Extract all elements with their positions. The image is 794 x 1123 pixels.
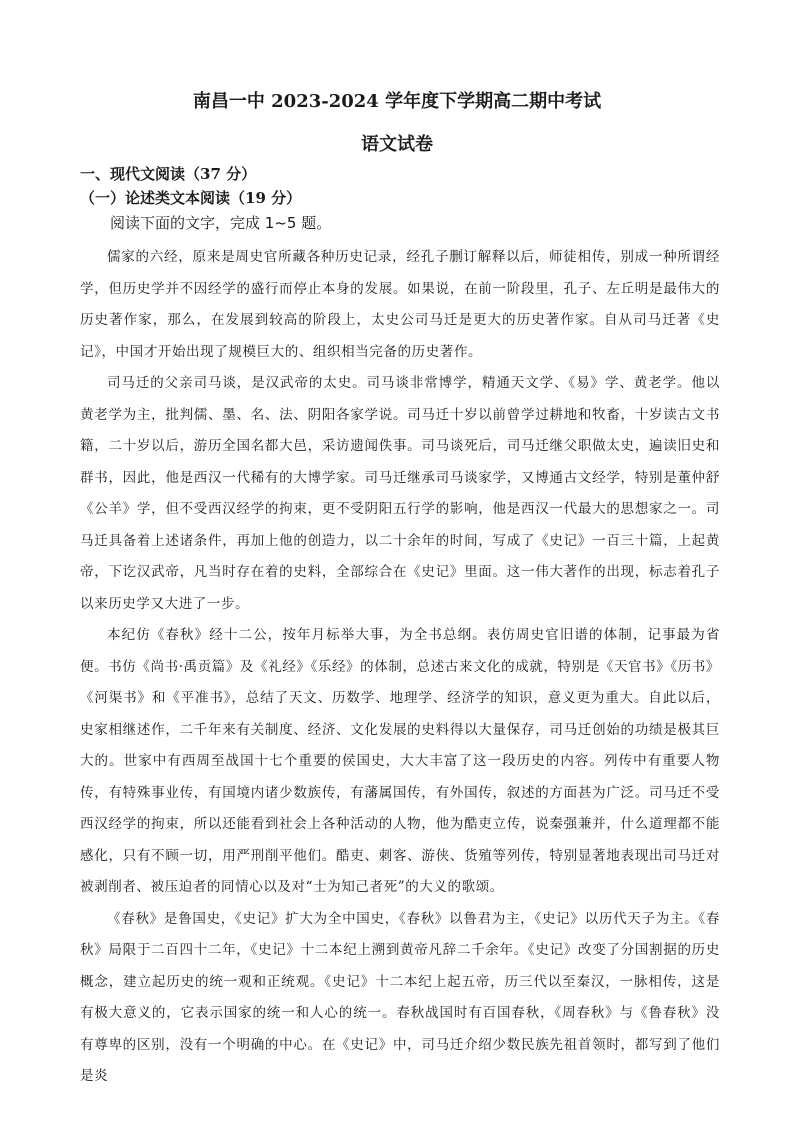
reading-instruction: 阅读下面的文字，完成 1~5 题。 (110, 214, 332, 232)
exam-subtitle: 语文试卷 (361, 134, 433, 155)
passage-paragraph-1: 儒家的六经，原来是周史官所藏各种历史记录，经孔子删订解释以后，师徒相传，别成一种所谓经学，但历史学并不因经学的盛行而停止本身的发展。如果说，在前一阶段里，孔子、左丘明是最伟大的历史著作家，那么，在发展到较高的阶段上，太史公司马迁是更大的历史著作家。自从司马迁著《史记》，中国才开始出现了规模巨大的、组织相当完备的历史著作。 (80, 249, 720, 360)
exam-title: 南昌一中 2023-2024 学年度下学期高二期中考试 (192, 91, 602, 112)
passage-paragraph-2: 司马迁的父亲司马谈，是汉武帝的太史。司马谈非常博学，精通天文学、《易》学、黄老学。他以黄老学为主，批判儒、墨、名、法、阴阳各家学说。司马迁十岁以前曾学过耕地和牧畜，十岁读古文书籍，二十岁以后，游历全国名都大邑，采访遗闻佚事。司马谈死后，司马迁继父职做太史，遍读旧史和群书，因此，他是西汉一代稀有的大博学家。司马迁继承司马谈家学，又博通古文经学，特别是董仲舒《公羊》学，但不受西汉经学的拘束，更不受阴阳五行学的影响，他是西汉一代最大的思想家之一。司马迁具备着上述诸条件，再加上他的创造力，以二十余年的时间，写成了《史记》一百三十篇，上起黄帝，下讫汉武帝，凡当时存在着的史料，全部综合在《史记》里面。这一伟大著作的出现，标志着孔子以来历史学又大进了一步。 (80, 375, 720, 612)
passage-paragraph-4: 《春秋》是鲁国史，《史记》扩大为全中国史，《春秋》以鲁君为主，《史记》以历代天子为主。《春秋》局限于二百四十二年，《史记》十二本纪上溯到黄帝凡辞二千余年。《史记》改变了分国割据的历史概念，建立起历史的统一观和正统观。《史记》十二本纪上起五帝，历三代以至秦汉，一脉相传，这是有极大意义的，它表示国家的统一和人心的统一。春秋战国时有百国春秋，《周春秋》与《鲁春秋》没有尊卑的区别，没有一个明确的中心。在《史记》中，司马迁介绍少数民族先祖首领时，都写到了他们是炎 (80, 910, 720, 1084)
reading-passage (80, 242, 720, 1093)
sub-section-heading: （一）论述类文本阅读（19 分） (80, 189, 302, 207)
section-heading: 一、现代文阅读（37 分） (80, 165, 257, 183)
passage-paragraph-3: 本纪仿《春秋》经十二公，按年月标举大事，为全书总纲。表仿周史官旧谱的体制，记事最为省便。书仿《尚书·禹贡篇》及《礼经》《乐经》的体制，总述古来文化的成就，特别是《天官书》《历书》《河渠书》和《平准书》，总结了天文、历数学、地理学、经济学的知识，意义更为重大。自此以后，史家相继述作，二千年来有关制度、经济、文化发展的史料得以大量保存，司马迁创始的功绩是极其巨大的。世家中有西周至战国十七个重要的侯国史，大大丰富了这一段历史的内容。列传中有重要人物传，有特殊事业传，有国境内诸少数族传，有藩属国传，有外国传，叙述的方面甚为广泛。司马迁不受西汉经学的拘束，所以还能看到社会上各种活动的人物，他为酷吏立传，说秦强兼并，什么道理都不能感化，只有不顾一切，用严刑削平他们。酷吏、刺客、游侠、货殖等列传，特别显著地表现出司马迁对被剥削者、被压迫者的同情心以及对“士为知己者死”的大义的歌颂。 (80, 627, 720, 895)
